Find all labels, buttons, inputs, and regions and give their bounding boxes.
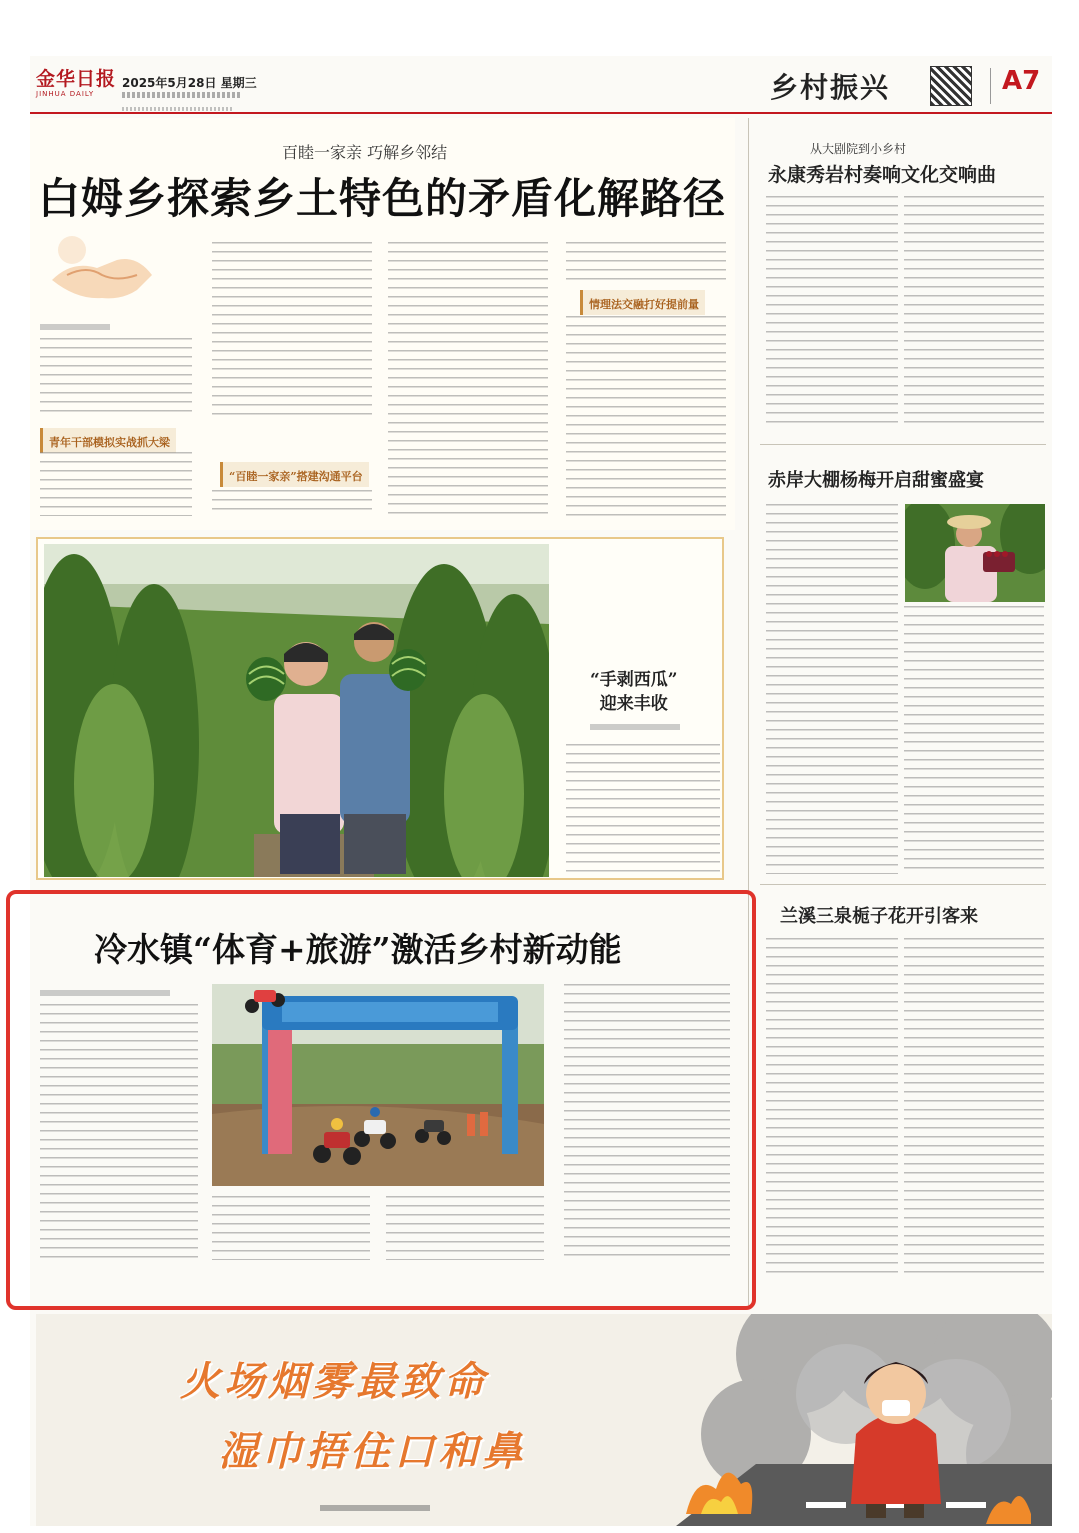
watermelon-article-title xyxy=(590,668,678,716)
section-title: 乡村振兴 xyxy=(770,71,891,104)
right-top-kicker: 从大剧院到小乡村 xyxy=(810,142,907,156)
top-article-column-4b xyxy=(566,316,726,516)
ad-credit-bar xyxy=(320,1505,430,1511)
top-article-column-1a xyxy=(40,338,192,416)
ad-slogan-line-2: 湿巾捂住口和鼻 xyxy=(218,1429,526,1475)
paper-name: 金华日报 xyxy=(36,68,117,90)
top-article-column-4a xyxy=(566,242,726,282)
watermelon-farmers-photo xyxy=(44,544,549,877)
ad-illustration xyxy=(36,1314,1052,1526)
top-article-column-3 xyxy=(388,242,548,516)
right-top-column-1 xyxy=(766,196,898,430)
bayberry-farmer-photo xyxy=(905,504,1045,602)
top-article-subhead-3: 情理法交融打好提前量 xyxy=(580,290,705,315)
top-article-subhead-2: “百睦一家亲”搭建沟通平台 xyxy=(220,462,369,487)
page-number: A7 xyxy=(1002,66,1041,96)
right-bottom-divider xyxy=(760,884,1046,885)
right-mid-column-1 xyxy=(766,504,898,874)
watermelon-byline xyxy=(590,724,680,730)
highlight-article-title: 冷水镇“体育+旅游”激活乡村新动能 xyxy=(94,930,622,969)
right-top-column-2 xyxy=(904,196,1044,430)
right-bottom-title: 兰溪三泉栀子花开引客来 xyxy=(780,906,978,927)
watermelon-title-line-2: 迎来丰收 xyxy=(599,694,668,714)
masthead-divider xyxy=(990,68,991,104)
top-article-kicker: 百睦一家亲 巧解乡邻结 xyxy=(282,143,448,162)
fire-safety-ad xyxy=(36,1314,1052,1526)
handshake-illustration-icon xyxy=(42,220,162,320)
right-top-title: 永康秀岩村奏响文化交响曲 xyxy=(768,164,997,186)
top-article-column-2 xyxy=(212,242,372,422)
paper-name-en: JINHUA DAILY xyxy=(36,90,95,98)
top-rule xyxy=(30,112,1052,114)
top-article-subhead-1: 青年干部模拟实战抓大梁 xyxy=(40,428,176,453)
top-article-column-1b xyxy=(40,452,192,516)
website-bar xyxy=(122,107,232,111)
editor-credits-bar xyxy=(122,92,242,98)
top-article-headline: 白姆乡探索乡土特色的矛盾化解路径 xyxy=(38,174,727,223)
right-bottom-column-2 xyxy=(904,938,1044,1274)
qr-code-icon xyxy=(930,66,972,106)
highlight-annotation-box xyxy=(6,890,756,1310)
watermelon-title-line-1: “手剥西瓜” xyxy=(590,670,678,690)
paper-logo xyxy=(36,68,116,102)
top-article-byline xyxy=(40,324,110,330)
right-mid-divider xyxy=(760,444,1046,445)
ad-slogan-line-1: 火场烟雾最致命 xyxy=(180,1359,488,1405)
top-article-column-2b xyxy=(212,490,372,516)
right-bottom-column-1 xyxy=(766,938,898,1274)
right-mid-column-2 xyxy=(904,606,1044,874)
right-mid-title: 赤岸大棚杨梅开启甜蜜盛宴 xyxy=(768,470,984,491)
issue-date: 2025年5月28日 星期三 xyxy=(122,76,257,90)
watermelon-article-text xyxy=(566,744,720,872)
